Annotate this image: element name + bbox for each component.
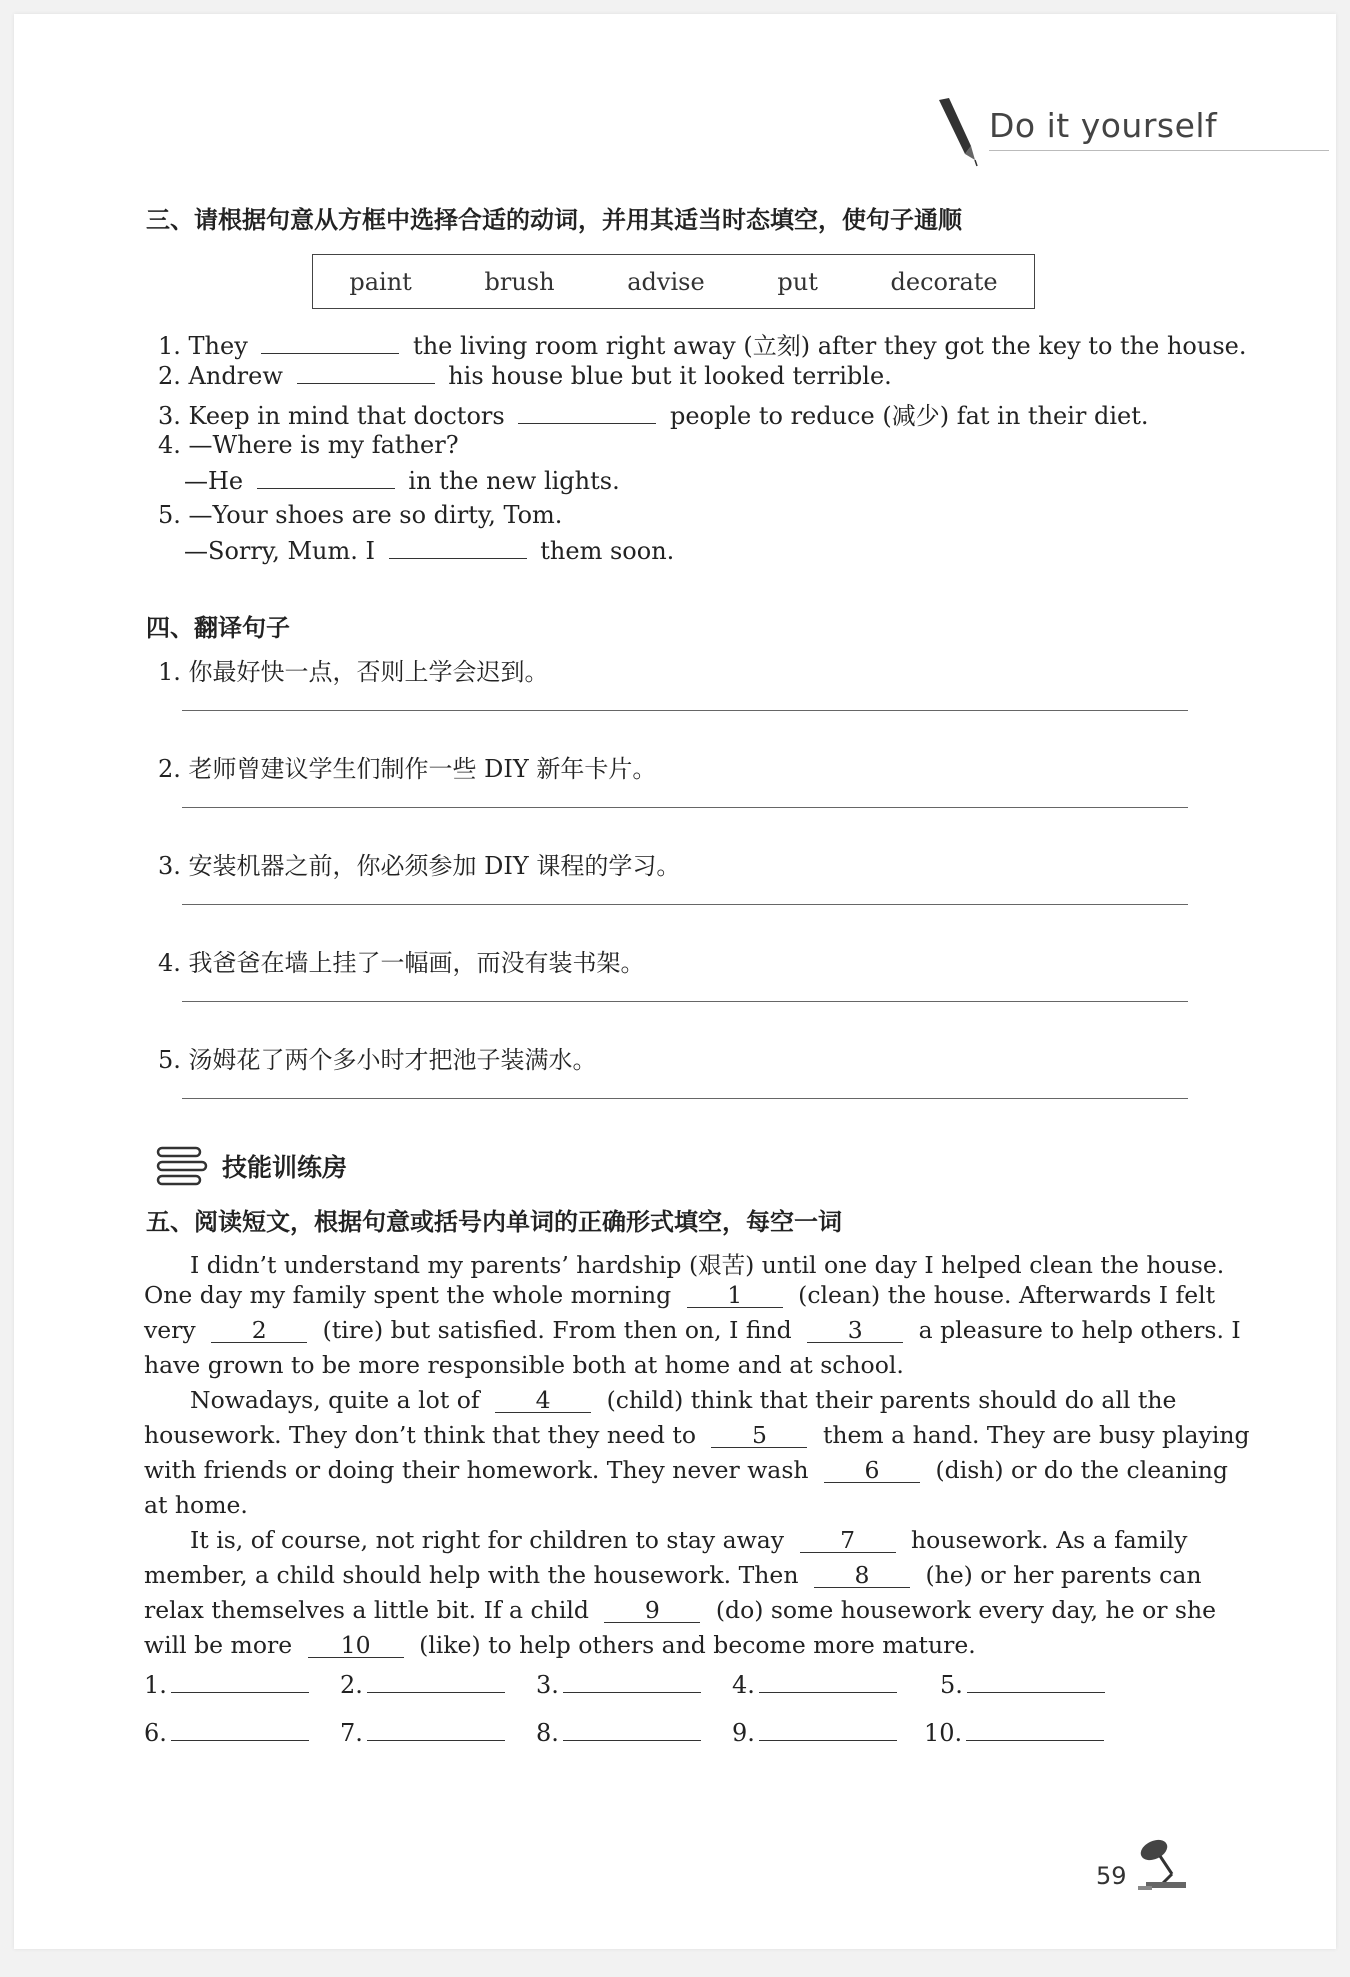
passage-line: relax themselves a little bit. If a child 9 (do) some housework every day, he or she xyxy=(144,1596,1217,1624)
answer-blank-8[interactable]: 8 xyxy=(814,1563,910,1588)
s4-item-4: 4. 我爸爸在墙上挂了一幅画，而没有装书架。 xyxy=(158,949,645,977)
answer-blank-4[interactable]: 4 xyxy=(495,1388,591,1413)
s4-item-1: 1. 你最好快一点，否则上学会迟到。 xyxy=(158,658,549,686)
answer-blank-1[interactable]: 1 xyxy=(687,1283,783,1308)
answer-slot-4: 4. xyxy=(732,1670,897,1699)
skill-title-text: 技能训练房 xyxy=(222,1153,348,1182)
answer-blank[interactable] xyxy=(297,361,435,384)
answer-slot-6: 6. xyxy=(144,1718,309,1747)
stack-icon xyxy=(154,1144,210,1188)
answer-blank[interactable] xyxy=(563,1670,701,1693)
workbook-page xyxy=(14,14,1336,1949)
skill-section-title xyxy=(154,1144,454,1188)
answer-line[interactable] xyxy=(182,807,1188,808)
answer-line[interactable] xyxy=(182,710,1188,711)
answer-blank-9[interactable]: 9 xyxy=(604,1598,700,1623)
answer-blank-6[interactable]: 6 xyxy=(824,1458,920,1483)
answer-blank[interactable] xyxy=(257,466,395,489)
answer-blank[interactable] xyxy=(966,1718,1104,1741)
passage-line: Nowadays, quite a lot of 4 (child) think that their parents should do all the xyxy=(190,1386,1177,1414)
answer-line[interactable] xyxy=(182,1098,1188,1099)
s4-item-5: 5. 汤姆花了两个多小时才把池子装满水。 xyxy=(158,1046,597,1074)
answer-blank[interactable] xyxy=(367,1670,505,1693)
answer-slot-1: 1. xyxy=(144,1670,309,1699)
answer-blank[interactable] xyxy=(563,1718,701,1741)
page-header xyxy=(929,98,1329,158)
word-brush: brush xyxy=(484,267,555,296)
answer-blank[interactable] xyxy=(967,1670,1105,1693)
passage-line: I didn’t understand my parents’ hardship (艰苦) until one day I helped clean the house. xyxy=(190,1251,1225,1279)
s3-item-3: 3. Keep in mind that doctors people to reduce (减少) fat in their diet. xyxy=(158,402,1149,430)
answer-blank[interactable] xyxy=(518,401,656,424)
s3-item-2: 2. Andrew his house blue but it looked terrible. xyxy=(158,362,892,390)
passage-line: It is, of course, not right for children to stay away 7 housework. As a family xyxy=(190,1526,1188,1554)
section4-title: 四、翻译句子 xyxy=(146,614,290,642)
answer-blank[interactable] xyxy=(389,536,527,559)
header-title: Do it yourself xyxy=(989,106,1218,145)
answer-blank-5[interactable]: 5 xyxy=(711,1423,807,1448)
passage-line: have grown to be more responsible both at home and at school. xyxy=(144,1351,904,1379)
section5-title: 五、阅读短文，根据句意或括号内单词的正确形式填空，每空一词 xyxy=(146,1208,842,1236)
passage-line: very 2 (tire) but satisfied. From then on, I find 3 a pleasure to help others. I xyxy=(144,1316,1241,1344)
answer-slot-9: 9. xyxy=(732,1718,897,1747)
passage-line: will be more 10 (like) to help others and become more mature. xyxy=(144,1631,976,1659)
word-put: put xyxy=(777,267,818,296)
word-decorate: decorate xyxy=(890,267,998,296)
desk-lamp-icon xyxy=(1132,1832,1192,1892)
answer-slot-8: 8. xyxy=(536,1718,701,1747)
answer-blank[interactable] xyxy=(171,1718,309,1741)
passage-line: at home. xyxy=(144,1491,248,1519)
pen-icon xyxy=(929,98,989,168)
answer-blank[interactable] xyxy=(171,1670,309,1693)
answer-blank-10[interactable]: 10 xyxy=(308,1633,404,1658)
answer-blank[interactable] xyxy=(367,1718,505,1741)
answer-blank[interactable] xyxy=(759,1718,897,1741)
answer-blank-3[interactable]: 3 xyxy=(807,1318,903,1343)
passage-line: member, a child should help with the housework. Then 8 (he) or her parents can xyxy=(144,1561,1202,1589)
section3-title: 三、请根据句意从方框中选择合适的动词，并用其适当时态填空，使句子通顺 xyxy=(146,206,962,234)
answer-slot-7: 7. xyxy=(340,1718,505,1747)
word-box xyxy=(312,254,1035,309)
page-number: 59 xyxy=(1096,1862,1127,1890)
s3-item-5: 5. —Your shoes are so dirty, Tom. xyxy=(158,501,563,529)
header-rule xyxy=(989,150,1329,151)
s4-item-2: 2. 老师曾建议学生们制作一些 DIY 新年卡片。 xyxy=(158,755,657,783)
answer-blank[interactable] xyxy=(759,1670,897,1693)
answer-blank-2[interactable]: 2 xyxy=(211,1318,307,1343)
s3-item-4-answer: —He in the new lights. xyxy=(184,467,620,495)
answer-slot-5: 5. xyxy=(940,1670,1105,1699)
answer-slot-2: 2. xyxy=(340,1670,505,1699)
s3-item-1: 1. They the living room right away (立刻) after they got the key to the house. xyxy=(158,332,1247,360)
passage-line: One day my family spent the whole morning 1 (clean) the house. Afterwards I felt xyxy=(144,1281,1216,1309)
passage-line: with friends or doing their homework. They never wash 6 (dish) or do the cleaning xyxy=(144,1456,1228,1484)
answer-blank-7[interactable]: 7 xyxy=(800,1528,896,1553)
answer-slot-10: 10. xyxy=(924,1718,1104,1747)
answer-blank[interactable] xyxy=(261,331,399,354)
answer-line[interactable] xyxy=(182,1001,1188,1002)
answer-line[interactable] xyxy=(182,904,1188,905)
word-advise: advise xyxy=(627,267,705,296)
s3-item-5-answer: —Sorry, Mum. I them soon. xyxy=(184,537,675,565)
passage-line: housework. They don’t think that they need to 5 them a hand. They are busy playing xyxy=(144,1421,1250,1449)
word-paint: paint xyxy=(349,267,412,296)
answer-slot-3: 3. xyxy=(536,1670,701,1699)
s4-item-3: 3. 安装机器之前，你必须参加 DIY 课程的学习。 xyxy=(158,852,681,880)
s3-item-4: 4. —Where is my father? xyxy=(158,431,459,459)
